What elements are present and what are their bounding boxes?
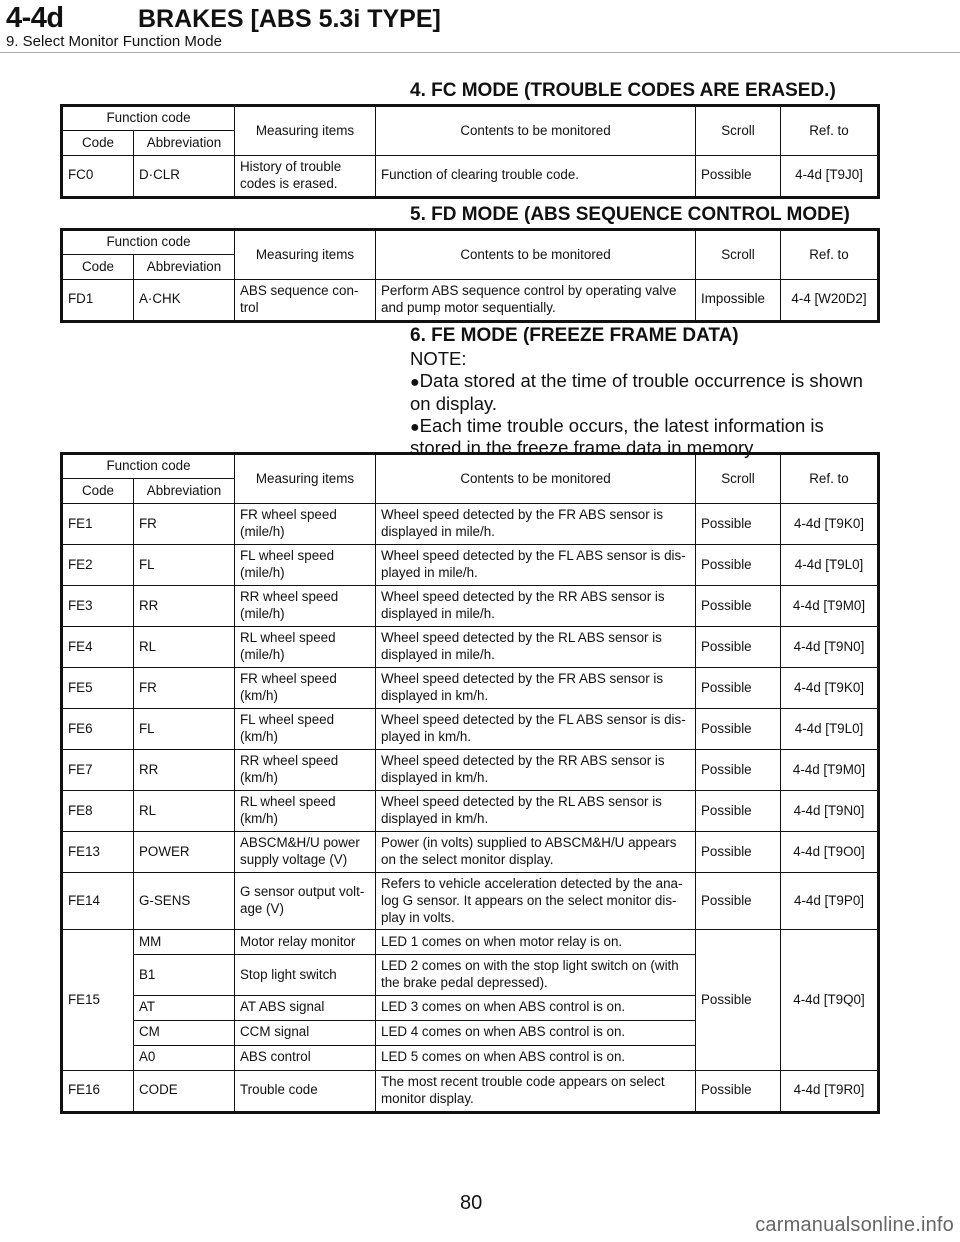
cell-code: FE14 [62, 873, 134, 930]
cell-item: FL wheel speed (km/h) [235, 709, 376, 750]
cell-item: ABSCM&H/U power supply voltage (V) [235, 832, 376, 873]
cell-abbr: FL [134, 709, 235, 750]
cell-abbr: AT [134, 995, 235, 1020]
header-scroll: Scroll [696, 230, 781, 280]
cell-abbr: B1 [134, 955, 235, 996]
cell-item: Motor relay monitor [235, 930, 376, 955]
header-contents: Contents to be monitored [376, 454, 696, 504]
fe-mode-table [60, 452, 880, 1114]
cell-item: RL wheel speed (km/h) [235, 791, 376, 832]
cell-item: FL wheel speed (mile/h) [235, 545, 376, 586]
page-title: BRAKES [ABS 5.3i TYPE] [138, 5, 441, 33]
fc-mode-table [60, 104, 880, 199]
header-function-code: Function code [62, 106, 235, 131]
header-scroll: Scroll [696, 454, 781, 504]
header-function-code: Function code [62, 230, 235, 255]
page-number: 80 [460, 1192, 483, 1214]
cell-scroll: Possible [696, 873, 781, 930]
cell-ref: 4-4d [T9P0] [781, 873, 879, 930]
cell-abbr: RL [134, 791, 235, 832]
cell-abbr: POWER [134, 832, 235, 873]
header-ref: Ref. to [781, 454, 879, 504]
table-row [62, 930, 879, 955]
cell-abbr: FR [134, 504, 235, 545]
cell-abbr: CODE [134, 1070, 235, 1112]
header-measuring-items: Measuring items [235, 230, 376, 280]
cell-code: FE5 [62, 668, 134, 709]
cell-item: FR wheel speed (mile/h) [235, 504, 376, 545]
cell-scroll: Possible [696, 627, 781, 668]
table-row [62, 832, 879, 873]
section-4-heading: 4. FC MODE (TROUBLE CODES ARE ERASED.) [410, 80, 836, 101]
header-scroll: Scroll [696, 106, 781, 156]
cell-code: FE13 [62, 832, 134, 873]
cell-ref: 4-4d [T9R0] [781, 1070, 879, 1112]
cell-abbr: CM [134, 1020, 235, 1045]
cell-ref: 4-4d [T9K0] [781, 668, 879, 709]
cell-contents: Wheel speed detected by the FL ABS sensor is dis- played in km/h. [376, 709, 696, 750]
page-header [0, 0, 960, 52]
cell-code: FC0 [62, 156, 134, 198]
section-code: 4-4d [6, 2, 64, 34]
cell-code: FE2 [62, 545, 134, 586]
cell-item: Trouble code [235, 1070, 376, 1112]
table-row [62, 750, 879, 791]
cell-code: FD1 [62, 280, 134, 322]
header-ref: Ref. to [781, 230, 879, 280]
fd-mode-table [60, 228, 880, 323]
cell-item: RR wheel speed (km/h) [235, 750, 376, 791]
cell-contents: Wheel speed detected by the RR ABS sensor is displayed in mile/h. [376, 586, 696, 627]
table-row [62, 709, 879, 750]
cell-scroll: Possible [696, 791, 781, 832]
cell-abbr: RR [134, 586, 235, 627]
note-item: ●Data stored at the time of trouble occurrence is shown on display. [410, 369, 863, 414]
cell-ref: 4-4d [T9M0] [781, 750, 879, 791]
cell-scroll: Possible [696, 668, 781, 709]
table-row [62, 586, 879, 627]
cell-code: FE3 [62, 586, 134, 627]
cell-ref: 4-4d [T9O0] [781, 832, 879, 873]
cell-ref: 4-4d [T9M0] [781, 586, 879, 627]
cell-ref: 4-4d [T9L0] [781, 709, 879, 750]
header-measuring-items: Measuring items [235, 106, 376, 156]
note-label: NOTE: [410, 348, 467, 369]
cell-contents: Refers to vehicle acceleration detected by the ana- log G sensor. It appears on the select monitor dis- play in volts. [376, 873, 696, 930]
cell-abbr: RL [134, 627, 235, 668]
cell-scroll: Possible [696, 750, 781, 791]
cell-abbr: D·CLR [134, 156, 235, 198]
cell-item: History of trouble codes is erased. [235, 156, 376, 198]
cell-code: FE6 [62, 709, 134, 750]
table-row [62, 791, 879, 832]
cell-item: ABS control [235, 1045, 376, 1070]
watermark: carmanualsonline.info [755, 1214, 954, 1236]
header-code: Code [62, 479, 134, 504]
cell-contents: Power (in volts) supplied to ABSCM&H/U appears on the select monitor display. [376, 832, 696, 873]
header-function-code: Function code [62, 454, 235, 479]
cell-contents: Wheel speed detected by the FL ABS sensor is dis- played in mile/h. [376, 545, 696, 586]
cell-abbr: FL [134, 545, 235, 586]
cell-code: FE1 [62, 504, 134, 545]
cell-abbr: FR [134, 668, 235, 709]
table-row [62, 627, 879, 668]
cell-scroll: Possible [696, 545, 781, 586]
table-row [62, 873, 879, 930]
header-abbreviation: Abbreviation [134, 131, 235, 156]
header-contents: Contents to be monitored [376, 230, 696, 280]
bullet-icon: ● [410, 373, 420, 391]
header-contents: Contents to be monitored [376, 106, 696, 156]
cell-contents: Wheel speed detected by the RR ABS sensor is displayed in km/h. [376, 750, 696, 791]
cell-scroll: Possible [696, 930, 781, 1071]
cell-code: FE15 [62, 930, 134, 1071]
header-measuring-items: Measuring items [235, 454, 376, 504]
cell-abbr: MM [134, 930, 235, 955]
cell-contents: LED 4 comes on when ABS control is on. [376, 1020, 696, 1045]
section-5-heading: 5. FD MODE (ABS SEQUENCE CONTROL MODE) [410, 204, 850, 225]
cell-contents: LED 5 comes on when ABS control is on. [376, 1045, 696, 1070]
cell-code: FE4 [62, 627, 134, 668]
section-6-heading: 6. FE MODE (FREEZE FRAME DATA) [410, 325, 739, 346]
cell-contents: LED 3 comes on when ABS control is on. [376, 995, 696, 1020]
cell-scroll: Possible [696, 504, 781, 545]
cell-abbr: G-SENS [134, 873, 235, 930]
header-code: Code [62, 131, 134, 156]
note-item: ●Each time trouble occurs, the latest information is stored in the freeze frame data in memory. [410, 414, 824, 459]
table-row [62, 1070, 879, 1112]
cell-ref: 4-4d [T9N0] [781, 791, 879, 832]
cell-item: FR wheel speed (km/h) [235, 668, 376, 709]
cell-item: AT ABS signal [235, 995, 376, 1020]
cell-contents: Wheel speed detected by the FR ABS sensor is displayed in km/h. [376, 668, 696, 709]
cell-contents: The most recent trouble code appears on select monitor display. [376, 1070, 696, 1112]
cell-scroll: Impossible [696, 280, 781, 322]
cell-contents: Wheel speed detected by the RL ABS sensor is displayed in mile/h. [376, 627, 696, 668]
cell-contents: Wheel speed detected by the FR ABS sensor is displayed in mile/h. [376, 504, 696, 545]
bullet-icon: ● [410, 418, 420, 436]
header-ref: Ref. to [781, 106, 879, 156]
header-abbreviation: Abbreviation [134, 479, 235, 504]
cell-scroll: Possible [696, 832, 781, 873]
cell-abbr: A0 [134, 1045, 235, 1070]
cell-abbr: A·CHK [134, 280, 235, 322]
cell-ref: 4-4d [T9N0] [781, 627, 879, 668]
cell-ref: 4-4 [W20D2] [781, 280, 879, 322]
table-row [62, 280, 879, 322]
cell-contents: Perform ABS sequence control by operating valve and pump motor sequentially. [376, 280, 696, 322]
table-row [62, 504, 879, 545]
table-row [62, 545, 879, 586]
cell-scroll: Possible [696, 156, 781, 198]
cell-ref: 4-4d [T9L0] [781, 545, 879, 586]
table-row [62, 156, 879, 198]
header-abbreviation: Abbreviation [134, 255, 235, 280]
cell-scroll: Possible [696, 709, 781, 750]
header-code: Code [62, 255, 134, 280]
cell-item: RR wheel speed (mile/h) [235, 586, 376, 627]
cell-code: FE16 [62, 1070, 134, 1112]
cell-item: ABS sequence con- trol [235, 280, 376, 322]
cell-code: FE7 [62, 750, 134, 791]
cell-item: CCM signal [235, 1020, 376, 1045]
cell-ref: 4-4d [T9Q0] [781, 930, 879, 1071]
cell-item: G sensor output volt- age (V) [235, 873, 376, 930]
page-subtitle: 9. Select Monitor Function Mode [6, 33, 222, 50]
cell-item: Stop light switch [235, 955, 376, 996]
cell-contents: LED 2 comes on with the stop light switch on (with the brake pedal depressed). [376, 955, 696, 996]
cell-item: RL wheel speed (mile/h) [235, 627, 376, 668]
cell-contents: Wheel speed detected by the RL ABS sensor is displayed in km/h. [376, 791, 696, 832]
cell-contents: LED 1 comes on when motor relay is on. [376, 930, 696, 955]
cell-scroll: Possible [696, 1070, 781, 1112]
cell-ref: 4-4d [T9K0] [781, 504, 879, 545]
cell-code: FE8 [62, 791, 134, 832]
cell-abbr: RR [134, 750, 235, 791]
cell-contents: Function of clearing trouble code. [376, 156, 696, 198]
table-row [62, 668, 879, 709]
header-divider [0, 52, 960, 53]
note-block [410, 348, 880, 459]
cell-ref: 4-4d [T9J0] [781, 156, 879, 198]
cell-scroll: Possible [696, 586, 781, 627]
